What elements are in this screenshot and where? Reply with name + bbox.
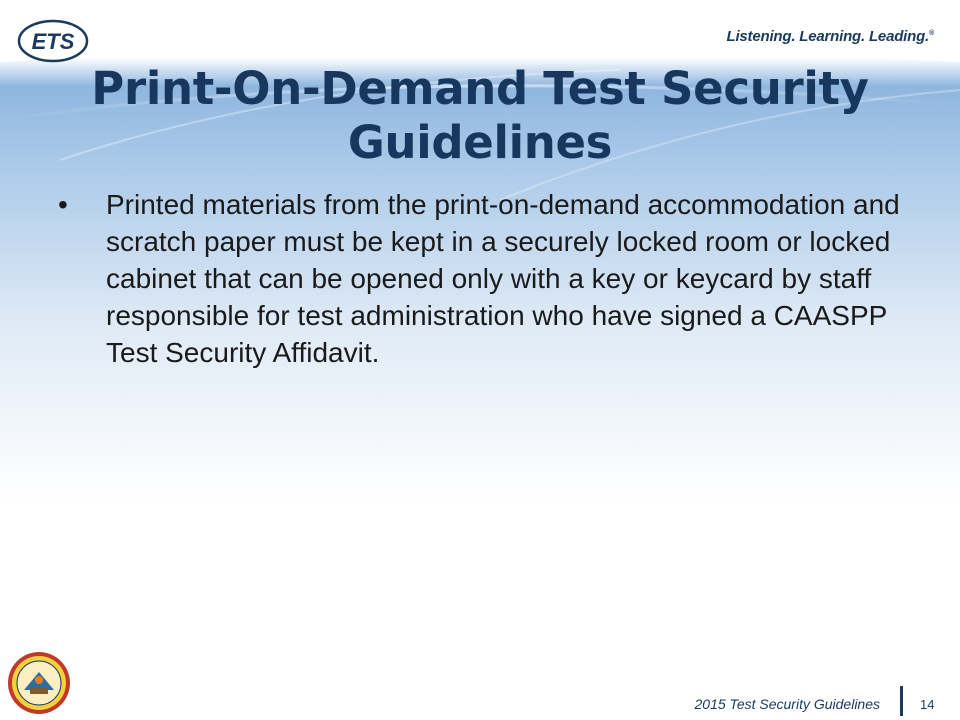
bullet-item	[56, 186, 916, 371]
department-of-education-seal	[6, 650, 72, 716]
tagline-mark: ®	[929, 30, 934, 37]
bullet-list	[56, 186, 916, 371]
page-number: 14	[920, 697, 935, 712]
footer-title: 2015 Test Security Guidelines	[694, 696, 880, 712]
tagline	[726, 28, 934, 45]
slide-title: Print-On-Demand Test Security Guidelines	[91, 62, 869, 169]
footer-divider	[900, 686, 903, 716]
bullet-icon: •	[58, 189, 68, 220]
logo-text: ETS	[31, 29, 75, 54]
tagline-text: Listening. Learning. Leading.	[726, 28, 930, 45]
bullet-text: Printed materials from the print-on-demand accommodation and scratch paper must be kept in a securely locked room or locked cabinet that can be opened only with a key or keycard by staff responsible for test administration who have signed a CAASPP Test Security Affidavit.	[106, 189, 900, 368]
ets-logo	[16, 18, 90, 64]
